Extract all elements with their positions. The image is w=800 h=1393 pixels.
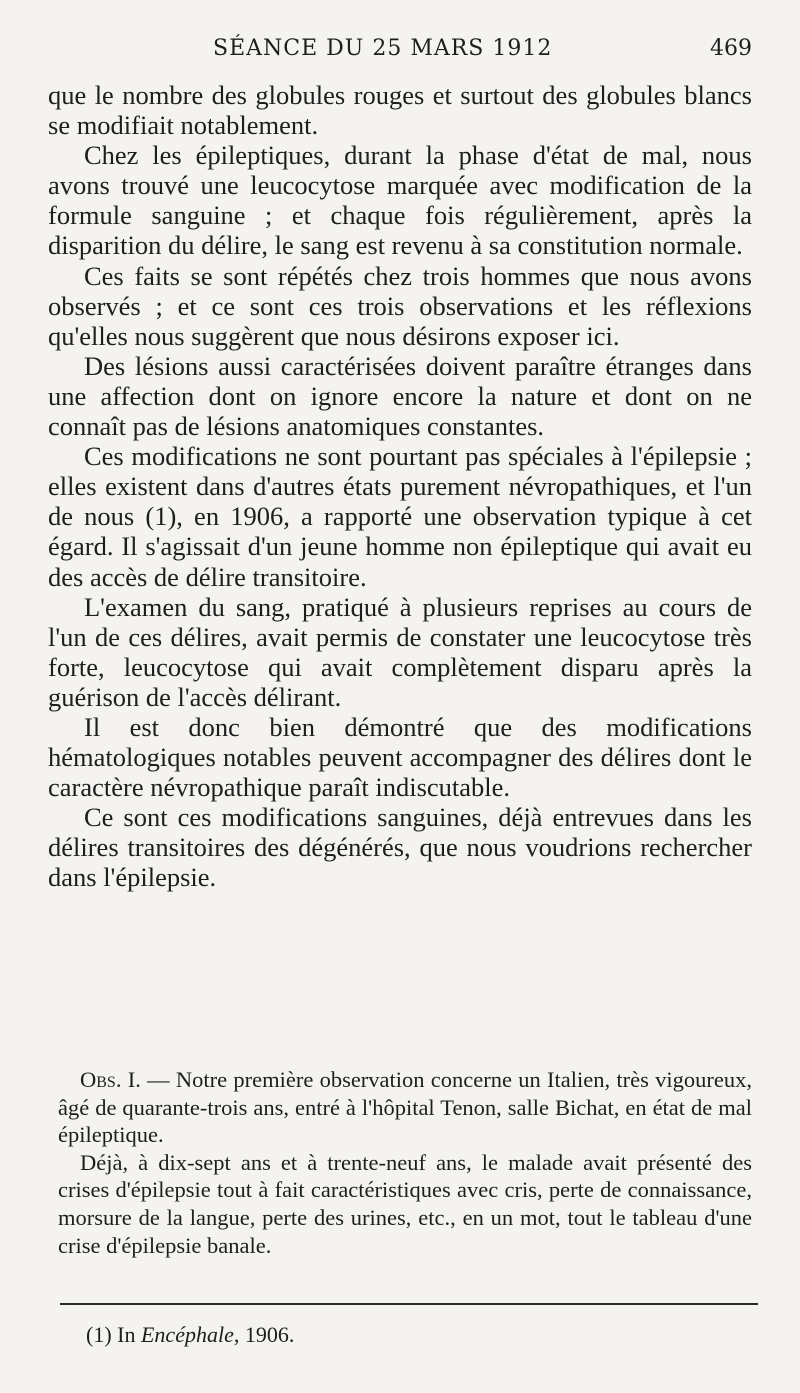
footnote-divider <box>60 1303 758 1305</box>
observation-intro-text: — Notre première observation concerne un Italien, très vigoureux, âgé de quarante-trois ans, entré à l'hôpital Tenon, salle Bichat, en état de mal épileptique. <box>58 1067 752 1148</box>
main-text <box>48 80 752 893</box>
footnote <box>86 1322 294 1348</box>
paragraph-8: Ce sont ces modifications sanguines, déjà entrevues dans les délires transitoires des dégénérés, que nous voudrions rechercher dans l'épilepsie. <box>48 802 752 893</box>
running-title: SÉANCE DU 25 MARS 1912 <box>213 36 553 61</box>
footnote-year: , 1906. <box>233 1322 295 1347</box>
observation-block <box>58 1066 752 1259</box>
observation-label: Obs. I. <box>80 1067 141 1092</box>
paragraph-5: Ces modifications ne sont pourtant pas spéciales à l'épilepsie ; elles existent dans d'autres états purement névropathiques, et l'un de nous (1), en 1906, a rapporté une observation typique à cet égard. Il s'agissait d'un jeune homme non épileptique qui avait eu des accès de délire transitoire. <box>48 441 752 592</box>
paragraph-3: Ces faits se sont répétés chez trois hommes que nous avons observés ; et ce sont ces trois observations et les réflexions qu'elles nous suggèrent que nous désirons exposer ici. <box>48 260 752 351</box>
paragraph-4: Des lésions aussi caractérisées doivent paraître étranges dans une affection dont on ignore encore la nature et dont on ne connaît pas de lésions anatomiques constantes. <box>48 350 752 442</box>
paragraph-1: que le nombre des globules rouges et surtout des globules blancs se modifiait notablement. <box>48 80 752 141</box>
paragraph-6: L'examen du sang, pratiqué à plusieurs reprises au cours de l'un de ces délires, avait permis de constater une leucocytose très forte, leucocytose qui avait complètement disparu après la guérison de l'accès délirant. <box>48 591 752 712</box>
footnote-marker: (1) In <box>86 1322 141 1347</box>
page-number: 469 <box>710 36 752 61</box>
footnote-source: Encéphale <box>140 1322 234 1347</box>
page-header <box>48 36 752 70</box>
observation-intro <box>58 1066 752 1149</box>
paragraph-2: Chez les épileptiques, durant la phase d'état de mal, nous avons trouvé une leucocytose marquée avec modification de la formule sanguine ; et chaque fois régulièrement, après la disparition du délire, le sang est revenu à sa constitution normale. <box>48 140 752 261</box>
paragraph-7: Il est donc bien démontré que des modifications hématologiques notables peuvent accompagner des délires dont le caractère névropathique paraît indiscutable. <box>48 711 752 803</box>
observation-history: Déjà, à dix-sept ans et à trente-neuf ans, le malade avait présenté des crises d'épilepsie tout à fait caractéristiques avec cris, perte de connaissance, morsure de la langue, perte des urines, etc., en un mot, tout le tableau d'une crise d'épilepsie banale. <box>58 1149 752 1258</box>
